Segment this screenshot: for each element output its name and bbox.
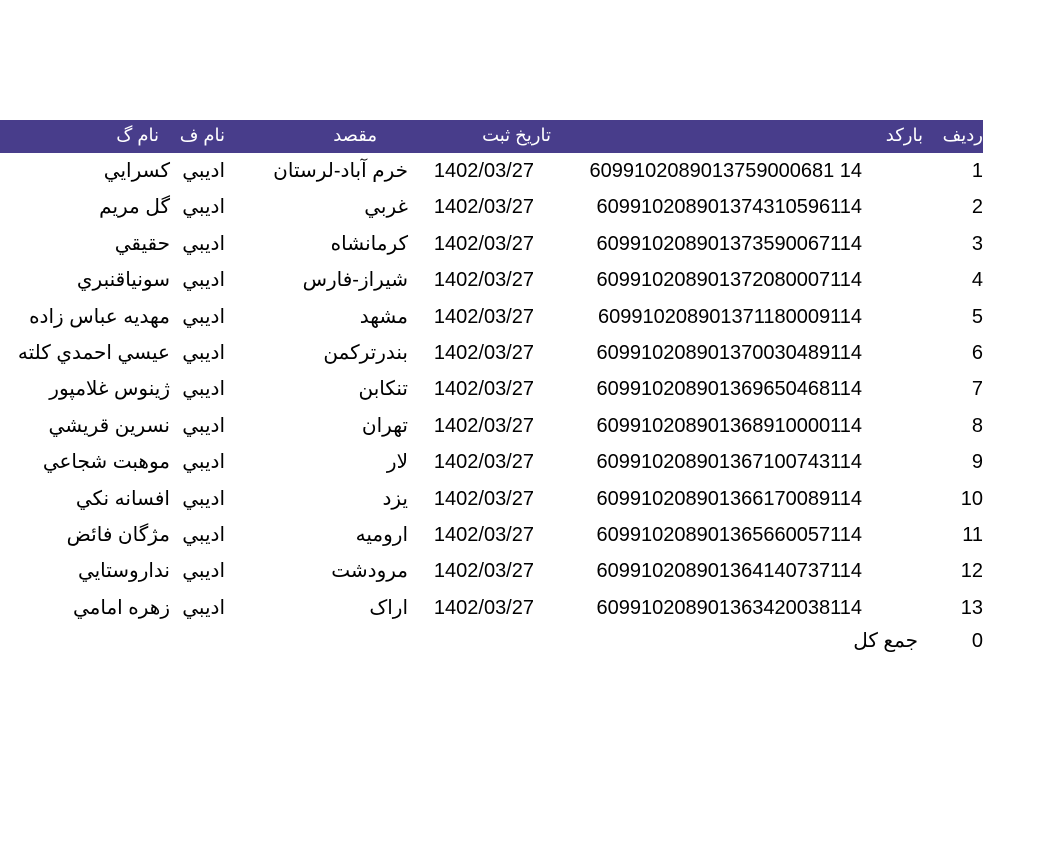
cell-first-name: نداروستايي — [77, 560, 170, 583]
table-row — [0, 299, 1046, 335]
table-row — [0, 553, 1046, 589]
cell-first-name: گل مريم — [99, 196, 170, 219]
cell-date: 1402/03/27 — [433, 232, 534, 255]
table-row — [0, 517, 1046, 553]
cell-destination: لار — [386, 451, 408, 474]
cell-destination: غربي — [364, 196, 408, 219]
cell-destination: اراک — [369, 596, 408, 619]
header-first-name: نام گ — [116, 125, 159, 145]
cell-destination: تنكابن — [358, 378, 408, 401]
cell-date: 1402/03/27 — [433, 414, 534, 437]
cell-row-no: 8 — [971, 414, 983, 437]
cell-barcode: 609910208901371180009114 — [598, 305, 862, 328]
cell-barcode: 609910208901372080007114 — [596, 269, 862, 292]
cell-barcode: 609910208901363420038114 — [596, 596, 862, 619]
cell-row-no: 1 — [971, 160, 983, 182]
cell-last-name: اديبي — [182, 487, 225, 510]
cell-row-no: 10 — [960, 487, 983, 510]
cell-row-no: 2 — [971, 196, 983, 219]
cell-date: 1402/03/27 — [433, 596, 534, 619]
cell-first-name: مهديه عباس زاده — [29, 305, 170, 328]
cell-last-name: اديبي — [182, 342, 225, 364]
header-barcode: بارکد — [885, 125, 923, 145]
table-row — [0, 371, 1046, 407]
table-row — [0, 590, 1046, 626]
total-label: جمع كل — [853, 630, 918, 652]
cell-first-name: زهره امامي — [72, 596, 170, 619]
cell-date: 1402/03/27 — [433, 160, 534, 182]
table-row — [0, 408, 1046, 444]
header-destination: مقصد — [333, 125, 377, 145]
cell-destination: كرمانشاه — [330, 232, 408, 255]
cell-row-no: 6 — [971, 342, 983, 364]
cell-last-name: اديبي — [182, 269, 225, 292]
cell-last-name: اديبي — [182, 596, 225, 619]
cell-destination: مشهد — [359, 305, 408, 328]
cell-first-name: عيسي احمدي كلته — [17, 342, 170, 364]
cell-destination: اروميه — [355, 524, 408, 546]
table-row — [0, 335, 1046, 371]
cell-row-no: 4 — [971, 269, 983, 292]
cell-last-name: اديبي — [182, 160, 225, 182]
cell-date: 1402/03/27 — [433, 487, 534, 510]
cell-barcode: 609910208901366170089114 — [596, 487, 862, 510]
cell-barcode: 609910208901374310596114 — [596, 196, 862, 219]
cell-last-name: اديبي — [182, 451, 225, 474]
cell-first-name: افسانه نكي — [75, 487, 170, 510]
table-row — [0, 189, 1046, 225]
cell-row-no: 5 — [971, 305, 983, 328]
cell-barcode: 609910208901373590067114 — [596, 232, 862, 255]
cell-date: 1402/03/27 — [433, 378, 534, 401]
cell-row-no: 11 — [962, 524, 983, 546]
cell-barcode: 609910208901367100743114 — [596, 451, 862, 474]
cell-destination: يزد — [382, 487, 408, 510]
cell-first-name: كسرايي — [103, 160, 170, 182]
cell-row-no: 7 — [971, 378, 983, 401]
cell-destination: خرم آباد-لرستان — [273, 160, 408, 182]
cell-row-no: 13 — [960, 596, 983, 619]
cell-last-name: اديبي — [182, 524, 225, 546]
cell-date: 1402/03/27 — [433, 196, 534, 219]
cell-row-no: 3 — [971, 232, 983, 255]
cell-date: 1402/03/27 — [433, 451, 534, 474]
cell-first-name: سونياقنبري — [76, 269, 170, 292]
cell-destination: مرودشت — [331, 560, 408, 583]
cell-barcode: 609910208901364140737114 — [596, 560, 862, 583]
cell-first-name: ژينوس غلامپور — [49, 378, 170, 401]
cell-date: 1402/03/27 — [433, 305, 534, 328]
cell-destination: بندرتركمن — [323, 342, 408, 364]
cell-date: 1402/03/27 — [433, 524, 534, 546]
cell-destination: شيراز-فارس — [302, 269, 408, 292]
cell-last-name: اديبي — [182, 196, 225, 219]
cell-first-name: مژگان فائض — [66, 524, 170, 546]
cell-last-name: اديبي — [182, 560, 225, 583]
cell-row-no: 9 — [971, 451, 983, 474]
cell-date: 1402/03/27 — [433, 560, 534, 583]
table-row — [0, 481, 1046, 517]
cell-row-no: 12 — [960, 560, 983, 583]
cell-barcode: 6099102089013759000681 14 — [589, 160, 862, 182]
cell-barcode: 609910208901368910000114 — [596, 414, 862, 437]
header-row-no: ردیف — [942, 125, 983, 145]
cell-barcode: 609910208901370030489114 — [596, 342, 862, 364]
cell-first-name: نسرين قريشي — [48, 414, 170, 437]
table-row — [0, 226, 1046, 262]
cell-last-name: اديبي — [182, 414, 225, 437]
header-last-name: نام ف — [179, 125, 225, 145]
cell-first-name: حقيقي — [114, 232, 170, 255]
cell-destination: تهران — [361, 414, 408, 437]
table-header — [0, 120, 983, 153]
total-row — [0, 623, 1046, 659]
cell-last-name: اديبي — [182, 305, 225, 328]
table-row — [0, 153, 1046, 189]
table-row — [0, 262, 1046, 298]
cell-first-name: موهبت شجاعي — [42, 451, 170, 474]
cell-barcode: 609910208901369650468114 — [596, 378, 862, 401]
header-date: تاریخ ثبت — [482, 125, 551, 145]
table-row — [0, 444, 1046, 480]
cell-last-name: اديبي — [182, 378, 225, 401]
cell-date: 1402/03/27 — [433, 342, 534, 364]
cell-barcode: 609910208901365660057114 — [596, 524, 862, 546]
cell-last-name: اديبي — [182, 232, 225, 255]
total-no: 0 — [971, 630, 983, 652]
cell-date: 1402/03/27 — [433, 269, 534, 292]
